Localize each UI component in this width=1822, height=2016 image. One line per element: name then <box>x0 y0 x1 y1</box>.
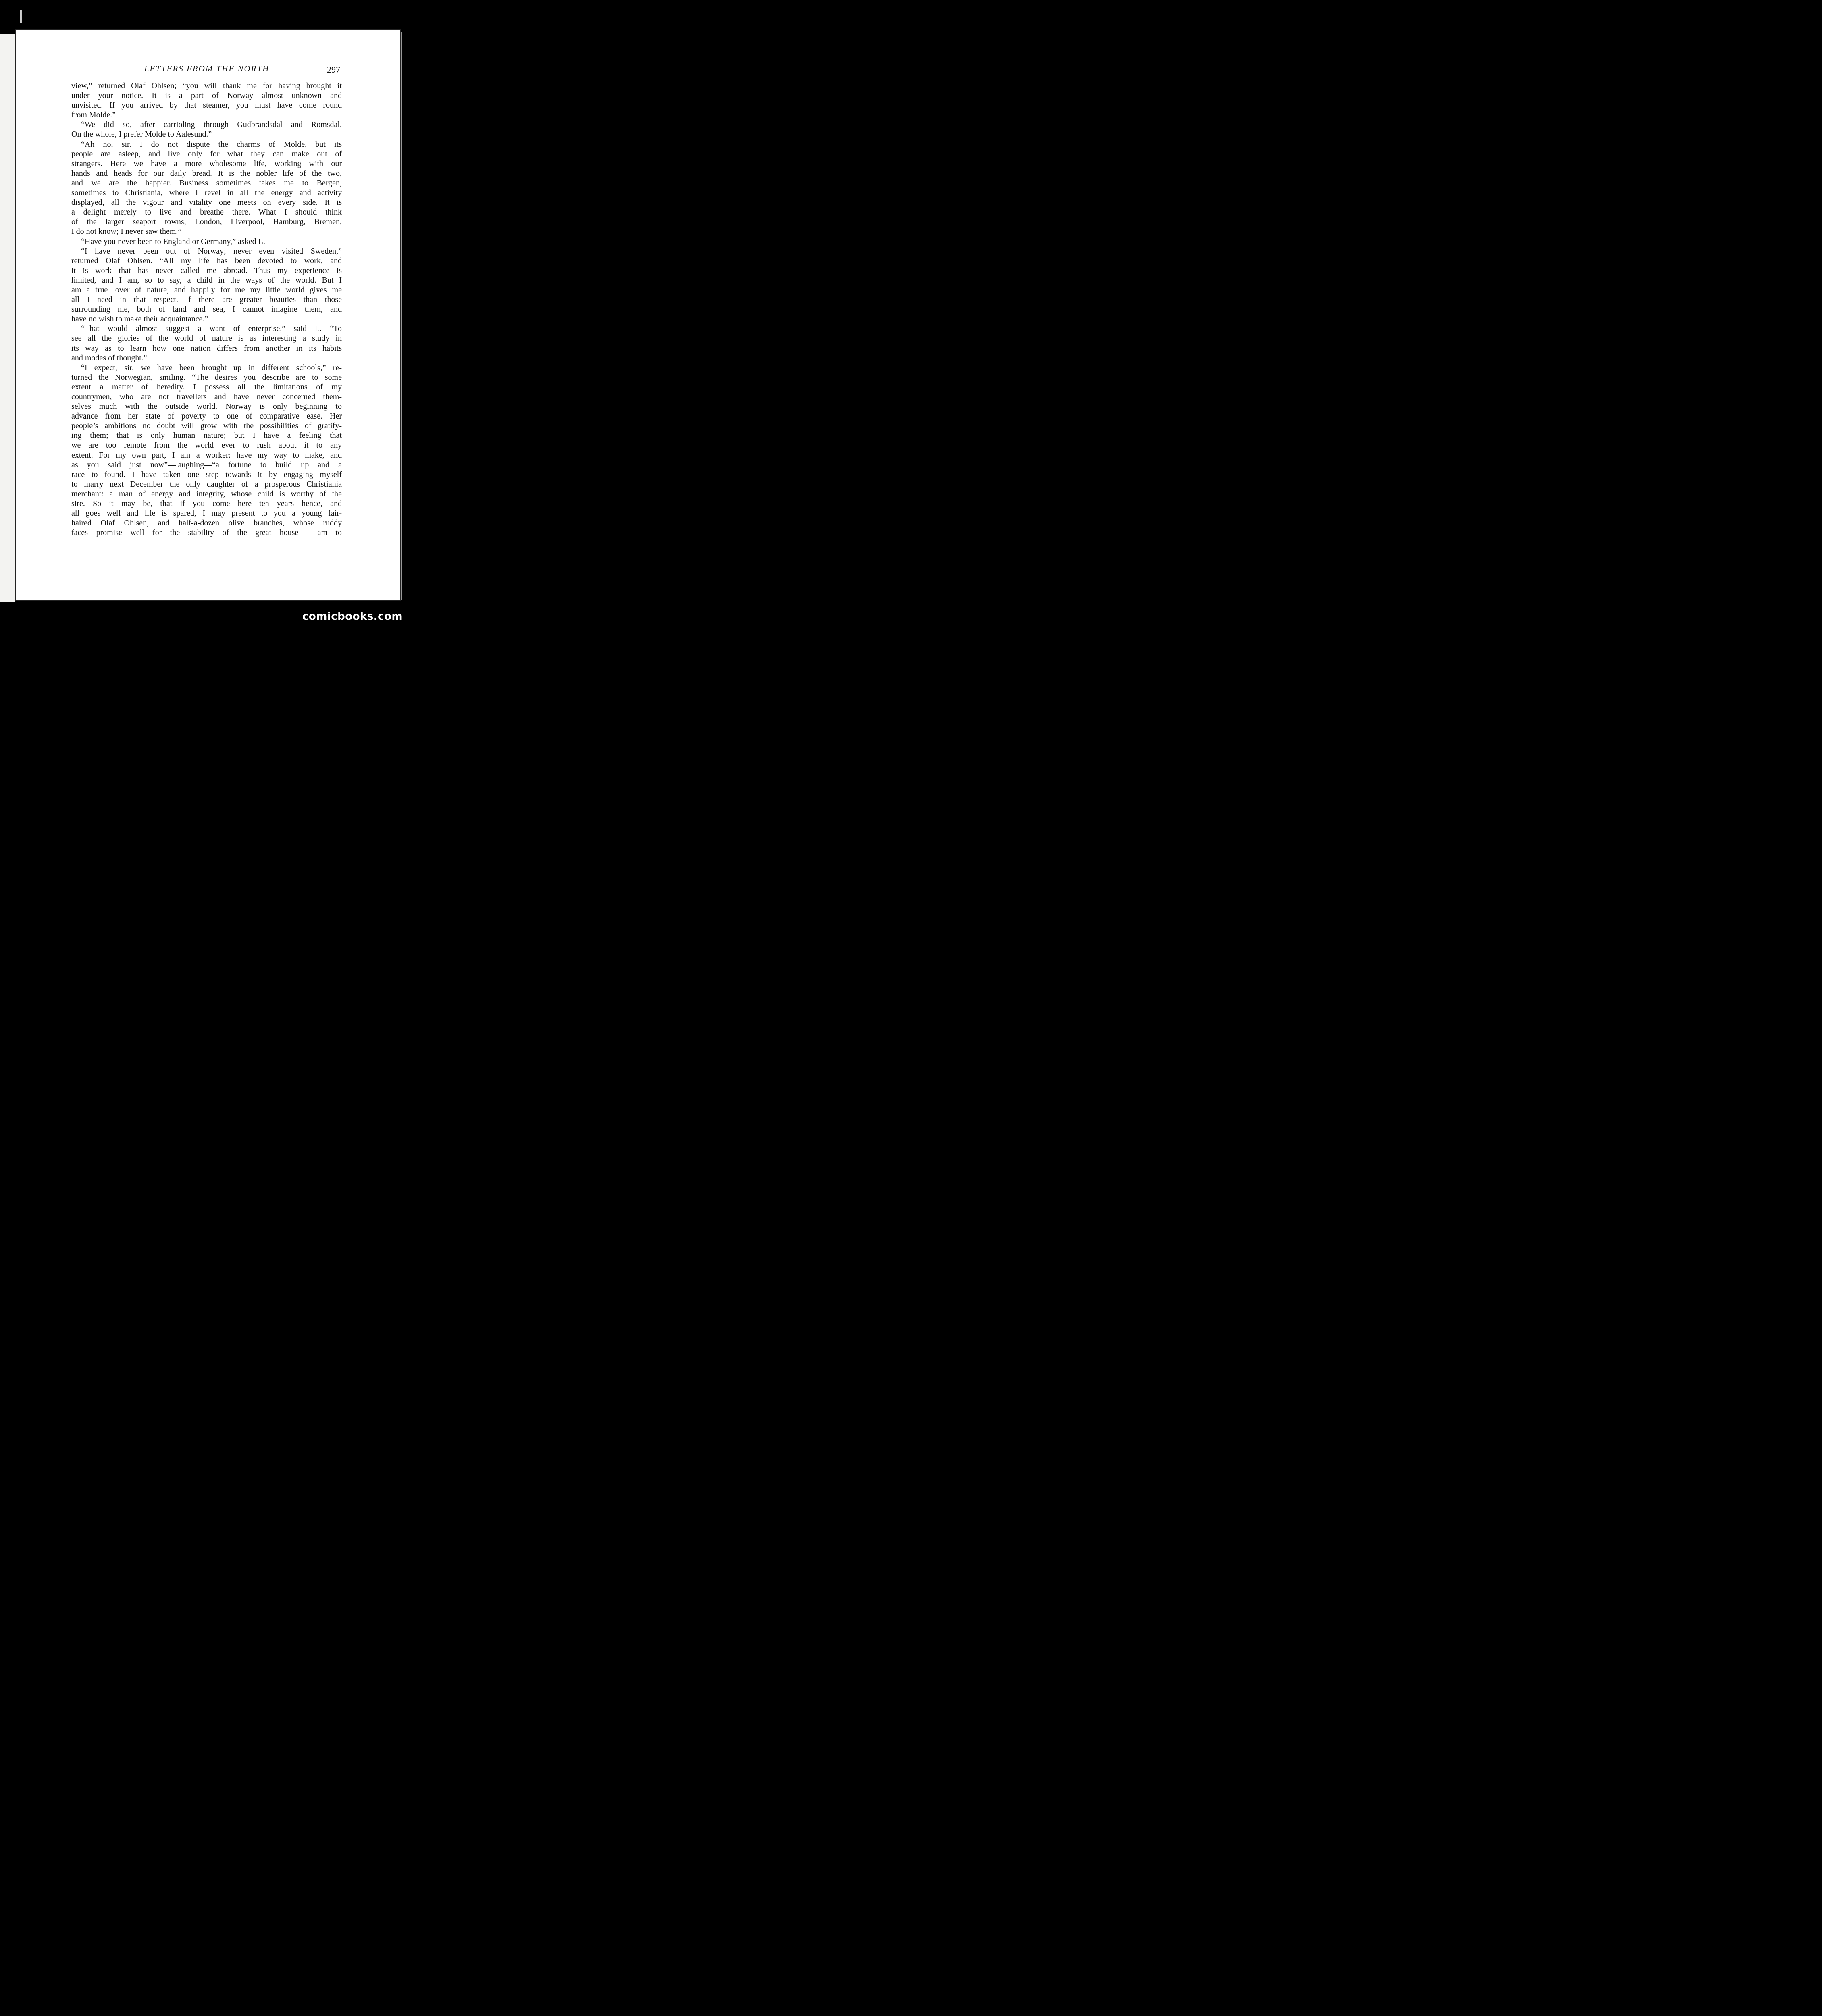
text-line: “We did so, after carrioling through Gudbrandsdal and Romsdal. <box>81 120 342 129</box>
text-line: people’s ambitions no doubt will grow with the possibilities of gratify- <box>71 421 342 431</box>
binding-mark: ┃ <box>18 11 24 23</box>
text-line: strangers. Here we have a more wholesome life, working with our <box>71 159 342 168</box>
text-line: under your notice. It is a part of Norway almost unknown and <box>71 91 342 100</box>
text-line: am a true lover of nature, and happily for me my little world gives me <box>71 285 342 294</box>
text-line: “Ah no, sir. I do not dispute the charms of Molde, but its <box>81 140 342 149</box>
text-line: a delight merely to live and breathe there. What I should think <box>71 208 342 217</box>
text-line: I do not know; I never saw them.” <box>71 227 182 236</box>
text-line: advance from her state of poverty to one of comparative ease. Her <box>71 412 342 421</box>
text-line: have no wish to make their acquaintance.” <box>71 314 208 324</box>
text-line: we are too remote from the world ever to rush about it to any <box>71 441 342 450</box>
page-number: 297 <box>327 65 340 75</box>
text-line: selves much with the outside world. Norway is only beginning to <box>71 402 342 411</box>
text-line: On the whole, I prefer Molde to Aalesund.” <box>71 130 212 139</box>
text-line: limited, and I am, so to say, a child in the ways of the world. But I <box>71 275 342 285</box>
text-line: extent a matter of heredity. I possess all the limitations of my <box>71 382 342 392</box>
text-line: “That would almost suggest a want of enterprise,” said L. “To <box>81 324 342 333</box>
text-line: merchant: a man of energy and integrity, whose child is worthy of the <box>71 489 342 498</box>
text-line: to marry next December the only daughter of a prosperous Christiania <box>71 479 342 489</box>
text-line: surrounding me, both of land and sea, I cannot imagine them, and <box>71 305 342 314</box>
text-line: displayed, all the vigour and vitality one meets on every side. It is <box>71 198 342 207</box>
text-line: “I have never been out of Norway; never even visited Sweden,” <box>81 246 342 256</box>
text-line: of the larger seaport towns, London, Liverpool, Hamburg, Bremen, <box>71 217 342 227</box>
body-text <box>71 81 342 537</box>
text-line: turned the Norwegian, smiling. “The desires you describe are to some <box>71 373 342 382</box>
text-line: people are asleep, and live only for what they can make out of <box>71 149 342 158</box>
text-line: all I need in that respect. If there are greater beauties than those <box>71 295 342 304</box>
page-shadow <box>401 32 402 600</box>
text-line: “I expect, sir, we have been brought up in different schools,” re- <box>81 363 342 372</box>
text-line: sometimes to Christiania, where I revel in all the energy and activity <box>71 188 342 198</box>
running-head: LETTERS FROM THE NORTH <box>144 64 270 73</box>
text-line: unvisited. If you arrived by that steamer, you must have come round <box>71 101 342 110</box>
text-line: its way as to learn how one nation differs from another in its habits <box>71 344 342 353</box>
text-line: ing them; that is only human nature; but I have a feeling that <box>71 431 342 440</box>
text-line: see all the glories of the world of nature is as interesting a study in <box>71 334 342 343</box>
watermark: comicbooks.com <box>302 610 403 623</box>
text-line: race to found. I have taken one step towards it by engaging myself <box>71 470 342 479</box>
text-line: hands and heads for our daily bread. It is the nobler life of the two, <box>71 169 342 178</box>
text-line: sire. So it may be, that if you come here ten years hence, and <box>71 499 342 508</box>
text-line: extent. For my own part, I am a worker; have my way to make, and <box>71 450 342 460</box>
text-line: it is work that has never called me abroad. Thus my experience is <box>71 266 342 275</box>
scanned-book-page <box>0 0 412 632</box>
text-line: haired Olaf Ohlsen, and half-a-dozen olive branches, whose ruddy <box>71 519 342 528</box>
text-line: “Have you never been to England or Germany,” asked L. <box>81 237 265 246</box>
text-line: view,” returned Olaf Ohlsen; “you will thank me for having brought it <box>71 81 342 90</box>
text-line: faces promise well for the stability of the great house I am to <box>71 528 342 537</box>
text-line: returned Olaf Ohlsen. “All my life has been devoted to work, and <box>71 256 342 265</box>
text-line: countrymen, who are not travellers and have never concerned them- <box>71 392 342 401</box>
text-line: and modes of thought.” <box>71 353 147 362</box>
page-header <box>71 64 343 77</box>
facing-page-edge <box>0 34 15 602</box>
text-line: from Molde.” <box>71 110 116 120</box>
text-line: and we are the happier. Business sometimes takes me to Bergen, <box>71 178 342 187</box>
text-line: as you said just now”—laughing—“a fortune to build up and a <box>71 460 342 469</box>
text-line: all goes well and life is spared, I may present to you a young fair- <box>71 509 342 518</box>
